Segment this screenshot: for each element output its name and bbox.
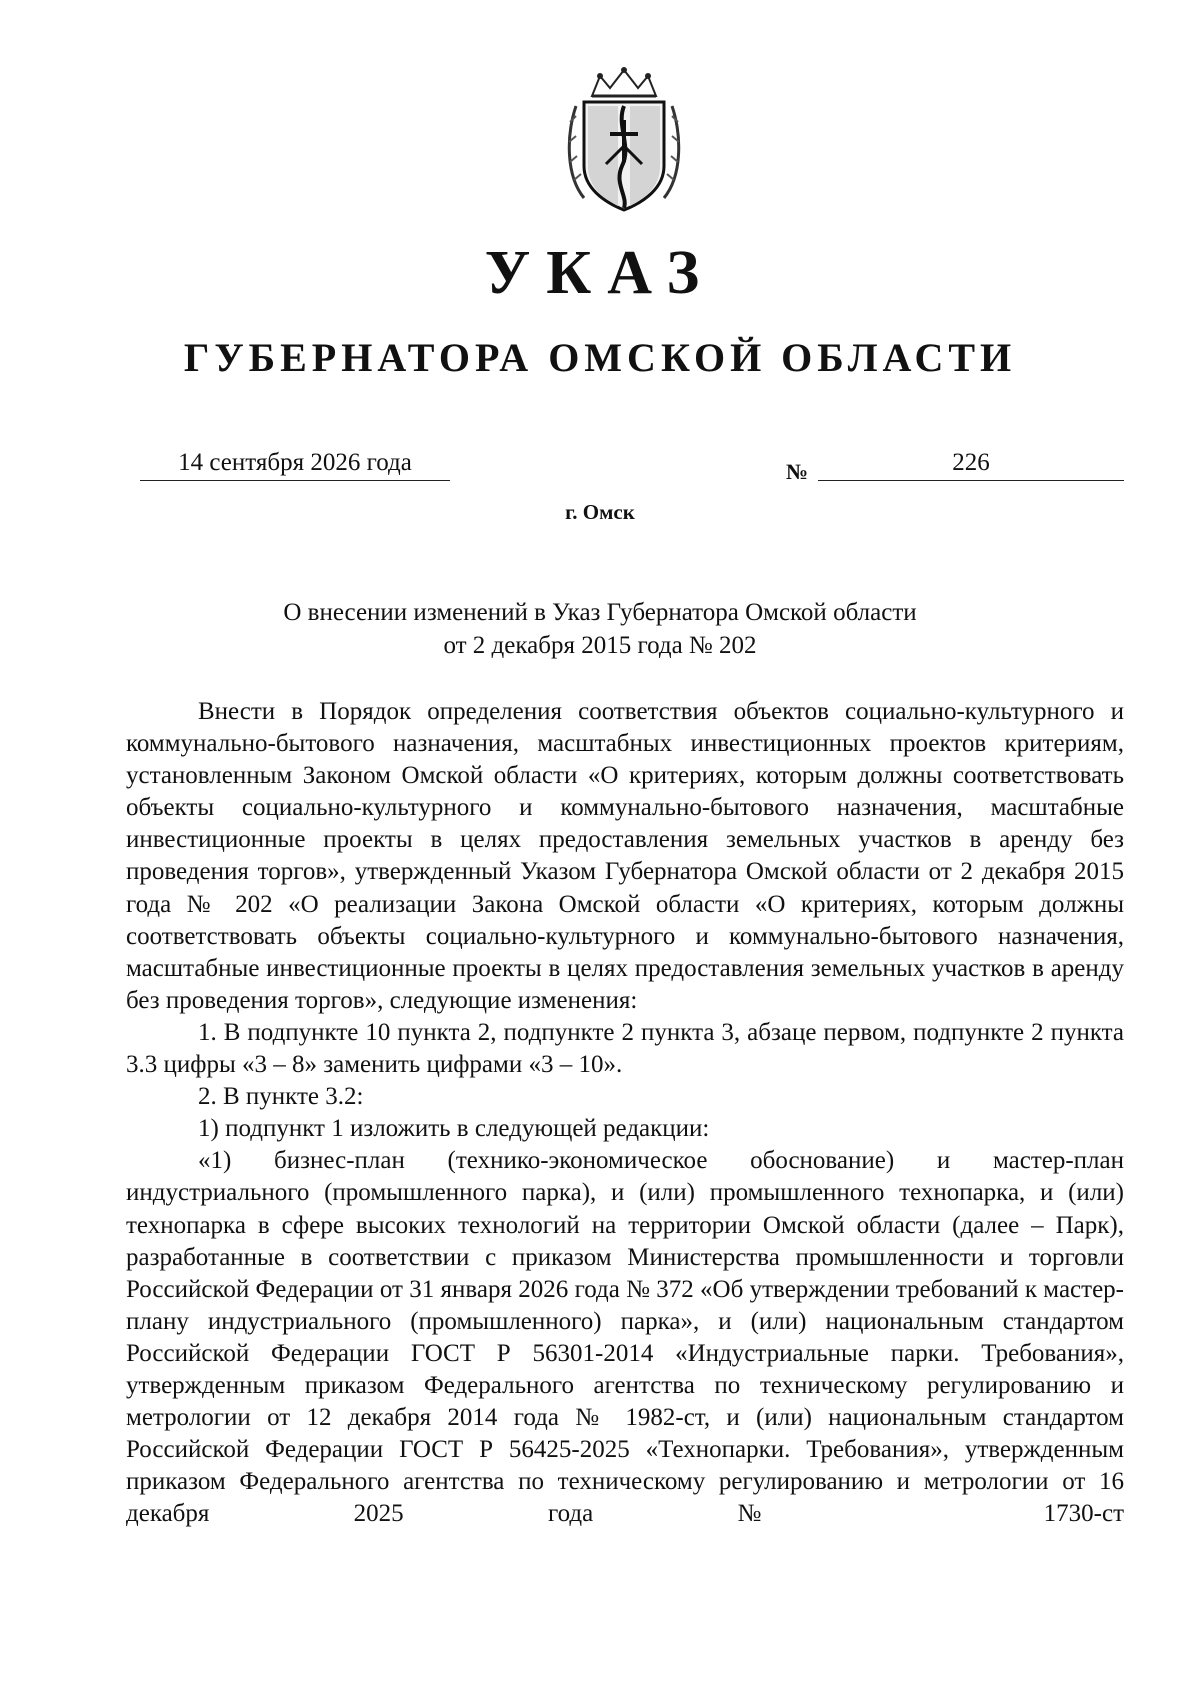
- omsk-oblast-coat-of-arms-icon: [562, 66, 686, 214]
- body-paragraph: Внести в Порядок определения соответствия объектов социально-культурного и коммунально-бытового назначения, масштабных инвестиционных проектов критериям, установленным Законом Омской области «О критериях, которым должны соответствовать объекты социально-культурного и коммунально-бытового назначения, масштабные инвестиционные проекты в целях предоставления земельных участков в аренду без проведения торгов», утвержденный Указом Губернатора Омской области от 2 декабря 2015 года № 202 «О реализации Закона Омской области «О критериях, которым должны соответствовать объекты социально-культурного и коммунально-бытового назначения, масштабные инвестиционные проекты в целях предоставления земельных участков в аренду без проведения торгов», следующие изменения:: [126, 698, 1124, 1014]
- document-date: 14 сентября 2026 года: [140, 446, 450, 481]
- body-paragraph: 1) подпункт 1 изложить в следующей редакции:: [198, 1115, 710, 1143]
- document-heading: [0, 596, 1200, 662]
- document-body: [126, 696, 1124, 1530]
- body-paragraph: 1. В подпункте 10 пункта 2, подпункте 2 пункта 3, абзаце первом, подпункте 2 пункта 3.3 цифры «3 – 8» заменить цифрами «3 – 10».: [126, 1018, 1124, 1079]
- body-paragraph: 2. В пункте 3.2:: [198, 1083, 364, 1111]
- document-heading-line: от 2 декабря 2015 года № 202: [443, 632, 757, 659]
- document-subtitle: ГУБЕРНАТОРА ОМСКОЙ ОБЛАСТИ: [183, 335, 1017, 380]
- body-paragraph: «1) бизнес-план (технико-экономическое обоснование) и мастер-план индустриального (промышленного парка), и (или) промышленного технопарка, и (или) технопарка в сфере высоких технологий на территории Омской области (далее – Парк), разработанные в соответствии с приказом Министерства промышленности и торговли Российской Федерации от 31 января 2026 года № 372 «Об утверждении требований к мастер-плану индустриального (промышленного) парка», и (или) национальным стандартом Российской Федерации ГОСТ Р 56301-2014 «Индустриальные парки. Требования», утвержденным приказом Федерального агентства по техническому регулированию и метрологии от 12 декабря 2014 года № 1982-ст, и (или) национальным стандартом Российской Федерации ГОСТ Р 56425-2025 «Технопарки. Требования», утвержденным приказом Федерального агентства по техническому регулированию и метрологии от 16 декабря 2025 года № 1730-ст: [126, 1147, 1124, 1528]
- document-number: 226: [818, 446, 1124, 481]
- document-city: г. Омск: [565, 500, 635, 524]
- document-heading-line: О внесении изменений в Указ Губернатора Омской области: [283, 599, 917, 626]
- document-title: УКАЗ: [484, 239, 716, 307]
- document-number-label: №: [786, 459, 809, 484]
